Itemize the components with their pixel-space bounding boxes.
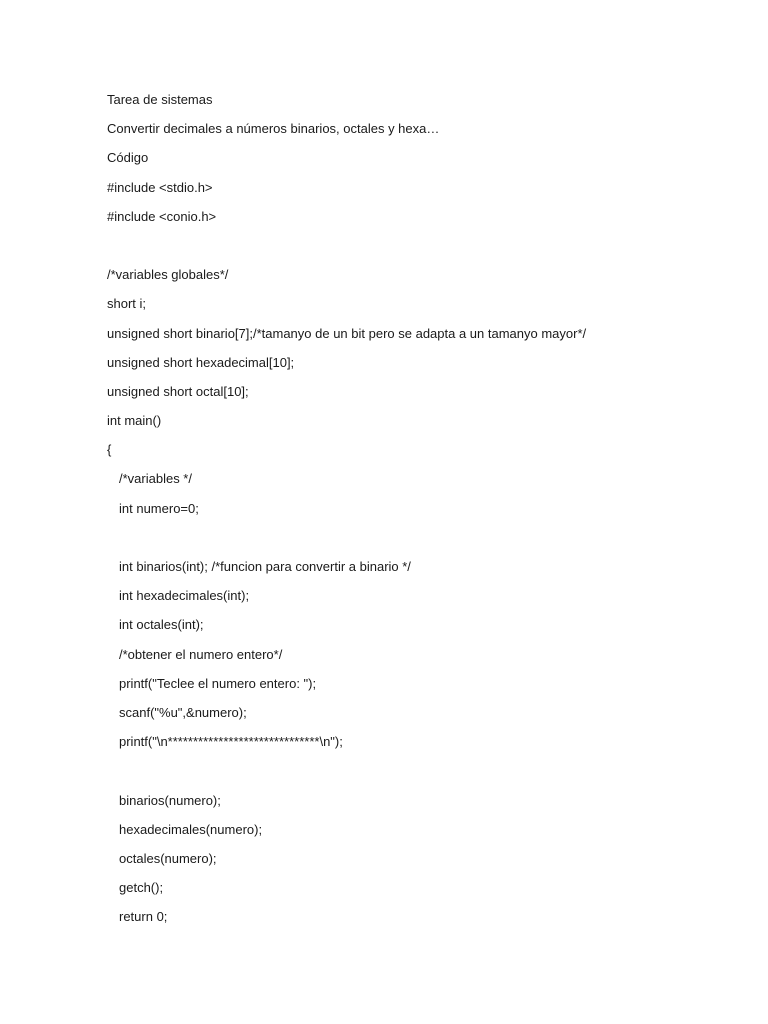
document-body [107, 88, 708, 934]
text-line: Convertir decimales a números binarios, octales y hexa… [107, 121, 440, 137]
text-line: /*obtener el numero entero*/ [119, 646, 283, 662]
text-line: #include <conio.h> [107, 208, 217, 224]
text-line: scanf("%u",&numero); [119, 704, 247, 720]
text-line: unsigned short hexadecimal[10]; [107, 354, 295, 370]
text-line: hexadecimales(numero); [119, 821, 263, 837]
text-line: octales(numero); [119, 850, 217, 866]
text-line: int main() [107, 413, 162, 429]
text-line: /*variables */ [119, 471, 192, 487]
blank-line [107, 759, 708, 788]
text-line: printf("Teclee el numero entero: "); [119, 675, 317, 691]
blank-line [107, 234, 708, 263]
text-line: int hexadecimales(int); [119, 588, 250, 604]
document-title: Tarea de sistemas [107, 92, 213, 107]
blank-line [107, 526, 708, 555]
text-line: printf("\n******************************\n"); [119, 734, 343, 750]
text-line: binarios(numero); [119, 792, 221, 808]
text-line: Código [107, 150, 149, 166]
text-line: int octales(int); [119, 617, 204, 633]
text-line: short i; [107, 296, 147, 312]
text-line: { [107, 442, 112, 458]
text-line: #include <stdio.h> [107, 179, 213, 195]
text-line: unsigned short binario[7];/*tamanyo de un bit pero se adapta a un tamanyo mayor*/ [107, 325, 587, 341]
text-line: int numero=0; [119, 500, 199, 516]
text-line: getch(); [119, 880, 164, 896]
text-line: return 0; [119, 909, 168, 925]
text-line: int binarios(int); /*funcion para convertir a binario */ [119, 559, 411, 574]
text-line: /*variables globales*/ [107, 267, 229, 283]
text-line: unsigned short octal[10]; [107, 383, 249, 399]
